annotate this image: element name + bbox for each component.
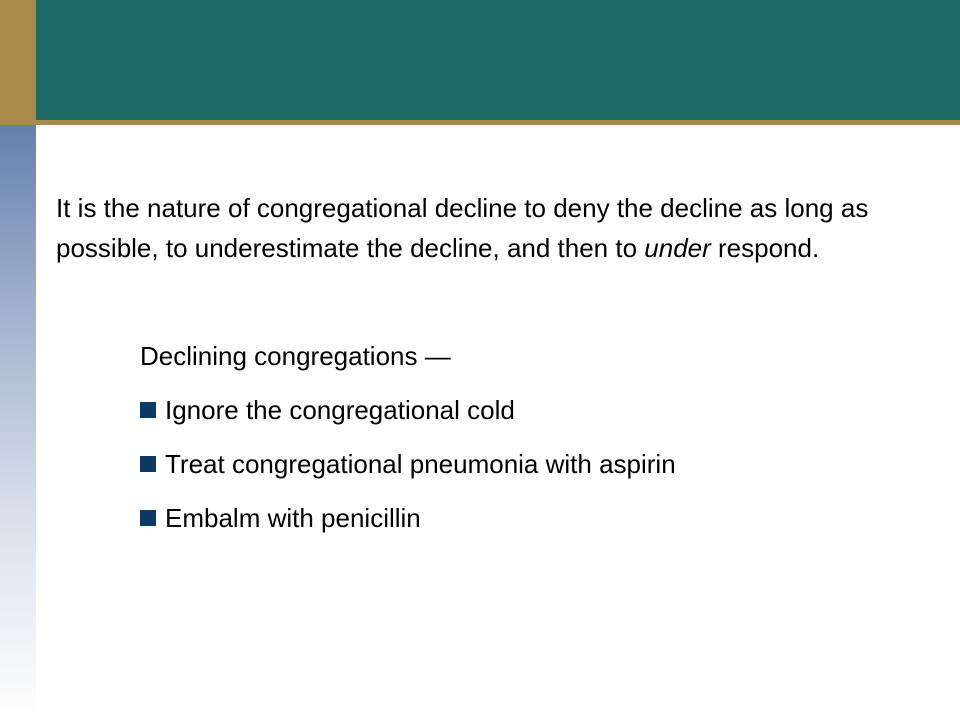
list-item [140, 390, 860, 430]
square-bullet-icon [140, 402, 156, 418]
list-item [140, 498, 860, 538]
lead-emphasis: under [644, 233, 711, 263]
header-divider [0, 120, 960, 125]
bullet-text: Ignore the congregational cold [165, 395, 515, 425]
bullet-text: Embalm with penicillin [165, 503, 421, 533]
list-item [140, 444, 860, 484]
corner-accent-block [0, 0, 36, 122]
lead-text-part-2: respond. [710, 233, 820, 263]
sub-list-block [140, 336, 860, 552]
bullet-text: Treat congregational pneumonia with aspirin [165, 449, 676, 479]
slide-body [56, 188, 916, 268]
lead-paragraph [56, 188, 916, 268]
sub-heading: Declining congregations — [140, 341, 451, 371]
square-bullet-icon [140, 510, 156, 526]
header-band [36, 0, 960, 120]
lead-text-part-1: It is the nature of congregational decline to deny the decline as long as possible, to underestimate the decline, and then to [56, 193, 869, 263]
square-bullet-icon [140, 456, 156, 472]
side-gradient-bar [0, 125, 36, 720]
